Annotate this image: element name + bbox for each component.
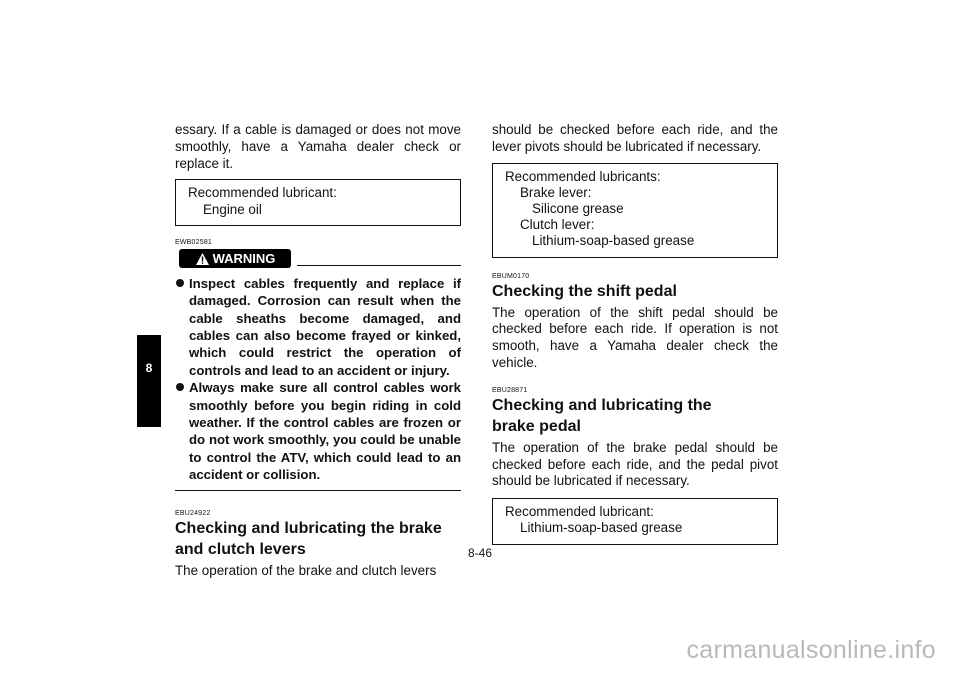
brake-pedal-heading: Checking and lubricating the brake pedal <box>492 396 712 435</box>
warning-label: WARNING <box>212 250 276 266</box>
bullet-icon <box>176 383 184 391</box>
watermark: carmanualsonline.info <box>686 636 936 664</box>
shift-pedal-heading: Checking the shift pedal <box>492 282 677 300</box>
lubricant-box-item: Engine oil <box>203 201 262 217</box>
warning-triangle-icon <box>195 252 210 266</box>
right-column <box>492 122 778 555</box>
brake-lever-label: Brake lever: <box>520 184 592 200</box>
warning-badge <box>179 249 291 268</box>
pedal-lubricant-box <box>492 498 778 544</box>
brake-pedal-paragraph: The operation of the brake pedal should be checked before each ride, and the pedal pivot should be lubricated if necessary. <box>492 439 778 489</box>
lubricants-box-title: Recommended lubricants: <box>505 168 661 184</box>
warning-item: Always make sure all control cables work smoothly before you begin riding in cold weather. If the control cables are frozen or do not work smoothly, you could be unable to control the ATV, which could lead to an accident or collision. <box>175 379 461 483</box>
section-paragraph: The operation of the brake and clutch levers <box>175 562 437 578</box>
warning-item: Inspect cables frequently and replace if damaged. Corrosion can result when the cable sheaths become damaged, and cables can also become frayed or kinked, which could restrict the operation of controls and lead to an accident or injury. <box>175 275 461 379</box>
lubricant-box <box>175 179 461 225</box>
warning-header <box>175 249 461 269</box>
section-code: EBU24922 <box>175 509 211 517</box>
shift-pedal-paragraph: The operation of the shift pedal should be checked before each ride. If operation is not smooth, have a Yamaha dealer check the vehicle. <box>492 304 778 370</box>
intro-paragraph: essary. If a cable is damaged or does not move smoothly, have a Yamaha dealer check or replace it. <box>175 122 461 171</box>
warning-end-rule <box>175 490 461 491</box>
shift-pedal-code: EBUM0170 <box>492 272 530 280</box>
pedal-lubricant-title: Recommended lubricant: <box>505 504 654 520</box>
section-heading: Checking and lubricating the brake and clutch levers <box>175 519 442 558</box>
page-number: 8-46 <box>467 546 493 560</box>
clutch-lever-value: Lithium-soap-based grease <box>532 233 695 249</box>
brake-lever-value: Silicone grease <box>532 201 624 216</box>
bullet-icon <box>176 279 184 287</box>
left-column <box>175 122 461 579</box>
warning-rule <box>297 265 461 266</box>
section-number: 8 <box>145 361 153 375</box>
pedal-lubricant-item: Lithium-soap-based grease <box>520 520 683 536</box>
warning-code: EWB02581 <box>175 238 213 246</box>
warning-list <box>175 275 461 484</box>
lubricants-box <box>492 163 778 258</box>
lubricant-box-title: Recommended lubricant: <box>188 185 337 201</box>
section-tab <box>137 335 161 427</box>
brake-pedal-code: EBU28871 <box>492 386 528 394</box>
continued-paragraph: should be checked before each ride, and the lever pivots should be lubricated if necessary. <box>492 122 778 154</box>
clutch-lever-label: Clutch lever: <box>520 217 595 233</box>
